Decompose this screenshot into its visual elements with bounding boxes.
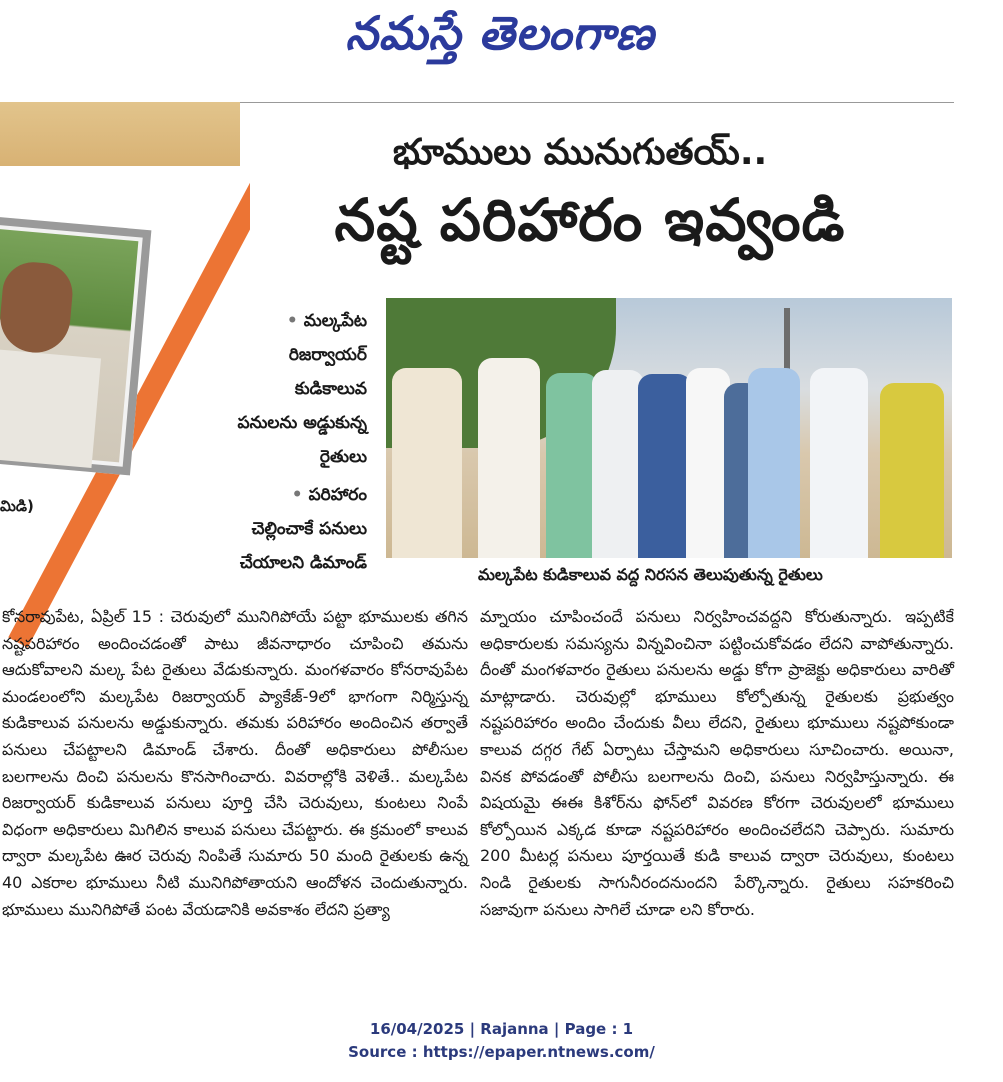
portrait-face <box>0 260 75 356</box>
photo-person <box>638 374 692 558</box>
article-paragraph: మ్నాయం చూపించందే పనులు నిర్వహించవద్దని కోరుతున్నారు. ఇప్పటికే అధికారులకు సమస్యను విన్నవించినా పట్టించుకోవడం లేదని వాపోతున్నారు. దీంతో మంగళవారం రైతులు పనులను అడ్డు కోగా ప్రాజెక్టు అధికారులు వారితో మాట్లాడారు. చెరువుల్లో భూములు కోల్పోతున్న రైతులకు ప్రభుత్వం నష్టపరిహారం అందిం చేందుకు వీలు లేదని, రైతులు భూములు నష్టపోకుండా కాలువ దగ్గర గేట్ ఏర్పాటు చేస్తామని అధికారులు సూచించారు. అయినా, వినక పోవడంతో పోలీసు బలగాలను దించి, పనులు నిర్వహిస్తున్నారు. ఈ విషయమై ఈఈ కిశోర్‌ను ఫోన్‌లో వివరణ కోరగా చెరువులలో భూములు కోల్పోయిన ఎక్కడ కూడా నష్టపరిహారం అందించలేదని చెప్పారు. సుమారు 200 మీటర్ల పనులు పూర్తయితే కుడి కాలువ ద్వారా చెరువులు, కుంటలు నిండి రైతులకు సాగునీరందనుందని పేర్కొన్నారు. రైతులు సహకరించి సజావుగా పనులు సాగిలే చూడా లని కోరారు. <box>480 607 954 919</box>
photo-person <box>546 373 598 558</box>
highlight-item: • పరిహారం చెల్లించాకే పనులు చేయాలని డిమాండ్ <box>239 485 367 573</box>
article-headline: నష్ట పరిహారం ఇవ్వండి <box>334 186 846 254</box>
portrait-caption-fragment: మిడి) <box>0 497 34 515</box>
masthead-rule <box>236 102 954 103</box>
photo-person <box>592 370 644 558</box>
article-body-column-left <box>2 604 468 923</box>
sand-photo-fragment <box>0 102 240 166</box>
photo-person <box>748 368 800 558</box>
photo-person <box>810 368 868 558</box>
footer-date-edition: 16/04/2025 | Rajanna | Page : 1 <box>369 1020 634 1038</box>
portrait-shirt <box>0 347 101 468</box>
masthead-logo: నమస్తే తెలంగాణ <box>345 6 655 60</box>
article-kicker: భూములు మునుగుతయ్.. <box>392 132 768 173</box>
article-highlights <box>232 304 367 584</box>
farmers-protest-photo <box>386 298 952 558</box>
photo-person <box>478 358 540 558</box>
footer-source-link[interactable]: Source : https://epaper.ntnews.com/ <box>348 1043 655 1061</box>
photo-caption: మల్కపేట కుడికాలువ వద్ద నిరసన తెలుపుతున్న రైతులు <box>478 565 823 584</box>
photo-person <box>392 368 462 558</box>
page-footer <box>0 1018 1003 1064</box>
photo-person <box>880 383 944 558</box>
portrait-photo <box>0 215 151 476</box>
highlight-item: • మల్కపేట రిజర్వాయర్ కుడికాలువ పనులను అడ్డుకున్న రైతులు <box>237 311 367 467</box>
article-body-column-right <box>480 604 954 923</box>
article-paragraph: కోనరావుపేట, ఏప్రిల్ 15 : చెరువులో మునిగిపోయే పట్టా భూములకు తగిన నష్టపరిహారం అందించడంతో పాటు జీవనాధారం చూపించి తమను ఆదుకోవాలని మల్క పేట రైతులు వేడుకున్నారు. మంగళవారం కోనరావుపేట మండలంలోని మల్కపేట రిజర్వాయర్ ప్యాకేజ్-9లో భాగంగా నిర్మిస్తున్న కుడికాలువ పనులను అడ్డుకున్నారు. తమకు పరిహారం అందించిన తర్వాతే పనులు చేపట్టాలని డిమాండ్ చేశారు. దీంతో అధికారులు పోలీసుల బలగాలను దించి పనులను కొనసాగించారు. వివరాల్లోకి వెళితే.. మల్కపేట రిజర్వాయర్ కుడికాలువ పనులు పూర్తి చేసి చెరువులు, కుంటలు నింపే విధంగా అధికారులు మిగిలిన కాలువ పనులు చేపట్టారు. ఈ క్రమంలో కాలువ ద్వారా మల్కపేట ఊర చెరువు నింపితే సుమారు 50 మంది రైతులకు ఉన్న 40 ఎకరాల భూములు నీటి మునిగిపోతాయని ఆందోళన చెందుతున్నారు. భూములు మునిగిపోతే పంట వేయడానికి అవకాశం లేదని ప్రత్యా <box>2 607 468 919</box>
